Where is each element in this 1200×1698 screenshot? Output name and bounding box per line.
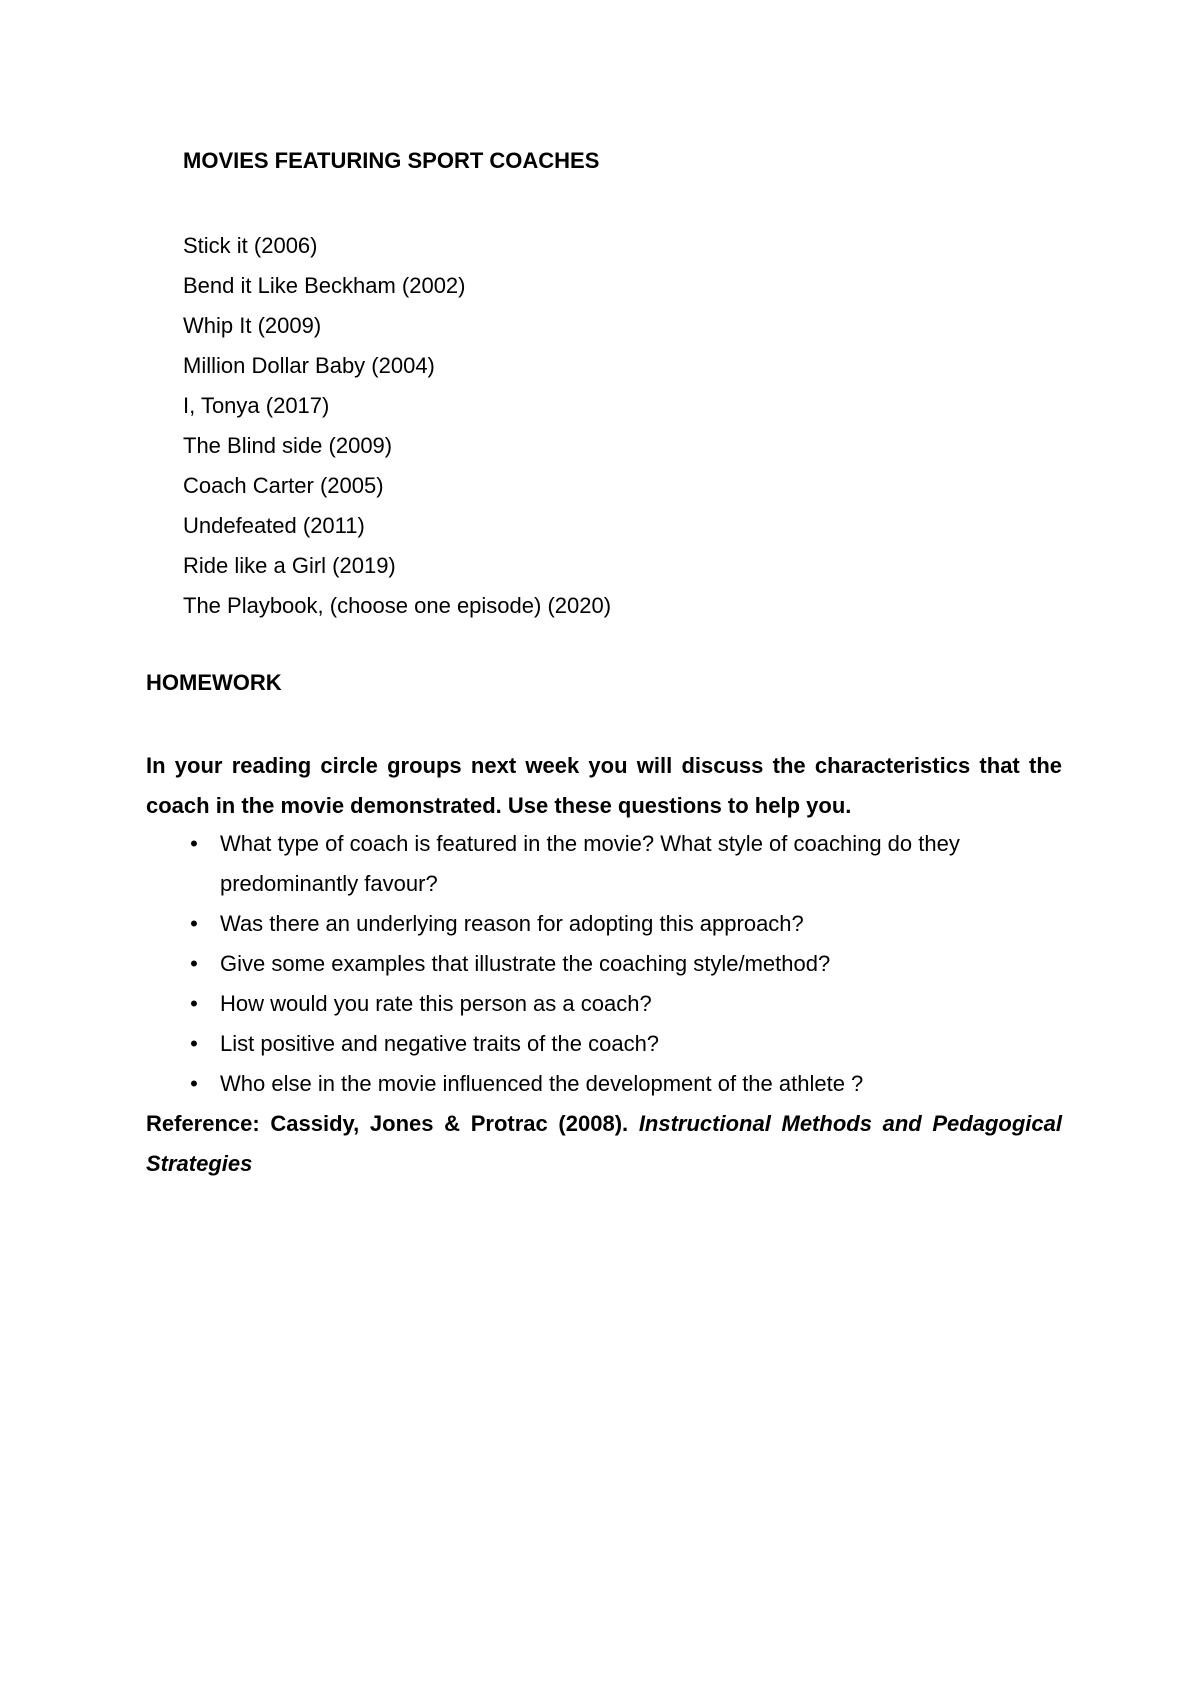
question-item bbox=[146, 984, 1062, 1024]
question-text: Who else in the movie influenced the development of the athlete ? bbox=[220, 1071, 864, 1096]
question-list bbox=[146, 824, 1062, 1104]
homework-heading: HOMEWORK bbox=[146, 670, 282, 695]
question-text: Give some examples that illustrate the coaching style/method? bbox=[220, 951, 831, 976]
question-item bbox=[146, 904, 1062, 944]
list-item: Million Dollar Baby (2004) bbox=[183, 353, 435, 378]
bullet-icon: • bbox=[190, 1071, 198, 1096]
question-item bbox=[146, 1064, 1062, 1104]
list-item: The Playbook, (choose one episode) (2020) bbox=[183, 593, 612, 618]
bullet-icon: • bbox=[190, 1031, 198, 1056]
list-item: Stick it (2006) bbox=[183, 233, 318, 258]
bullet-icon: • bbox=[190, 991, 198, 1016]
question-text: How would you rate this person as a coach? bbox=[220, 991, 652, 1016]
list-item: I, Tonya (2017) bbox=[183, 393, 330, 418]
list-item: Whip It (2009) bbox=[183, 313, 322, 338]
list-item: Bend it Like Beckham (2002) bbox=[183, 273, 466, 298]
question-item bbox=[146, 944, 1062, 984]
movie-list bbox=[183, 226, 611, 626]
question-text: Was there an underlying reason for adopting this approach? bbox=[220, 911, 804, 936]
reference-title: Instructional Methods and Pedagogical Strategies bbox=[146, 1111, 1062, 1176]
question-text: List positive and negative traits of the coach? bbox=[220, 1031, 660, 1056]
question-text: What type of coach is featured in the movie? What style of coaching do they predominantly favour? bbox=[220, 831, 960, 896]
list-item: Ride like a Girl (2019) bbox=[183, 553, 396, 578]
bullet-icon: • bbox=[190, 831, 198, 856]
question-item bbox=[146, 1024, 1062, 1064]
question-item bbox=[146, 824, 1062, 904]
bullet-icon: • bbox=[190, 911, 198, 936]
list-item: Coach Carter (2005) bbox=[183, 473, 384, 498]
bullet-icon: • bbox=[190, 951, 198, 976]
homework-intro: In your reading circle groups next week you will discuss the characteristics that the coach in the movie demonstrated. Use these questions to help you. bbox=[146, 753, 1062, 818]
list-item: The Blind side (2009) bbox=[183, 433, 393, 458]
list-item: Undefeated (2011) bbox=[183, 513, 365, 538]
reference-prefix: Reference: Cassidy, Jones & Protrac (2008). bbox=[146, 1111, 629, 1136]
reference-citation bbox=[146, 1104, 1062, 1184]
page-title: MOVIES FEATURING SPORT COACHES bbox=[183, 148, 600, 173]
